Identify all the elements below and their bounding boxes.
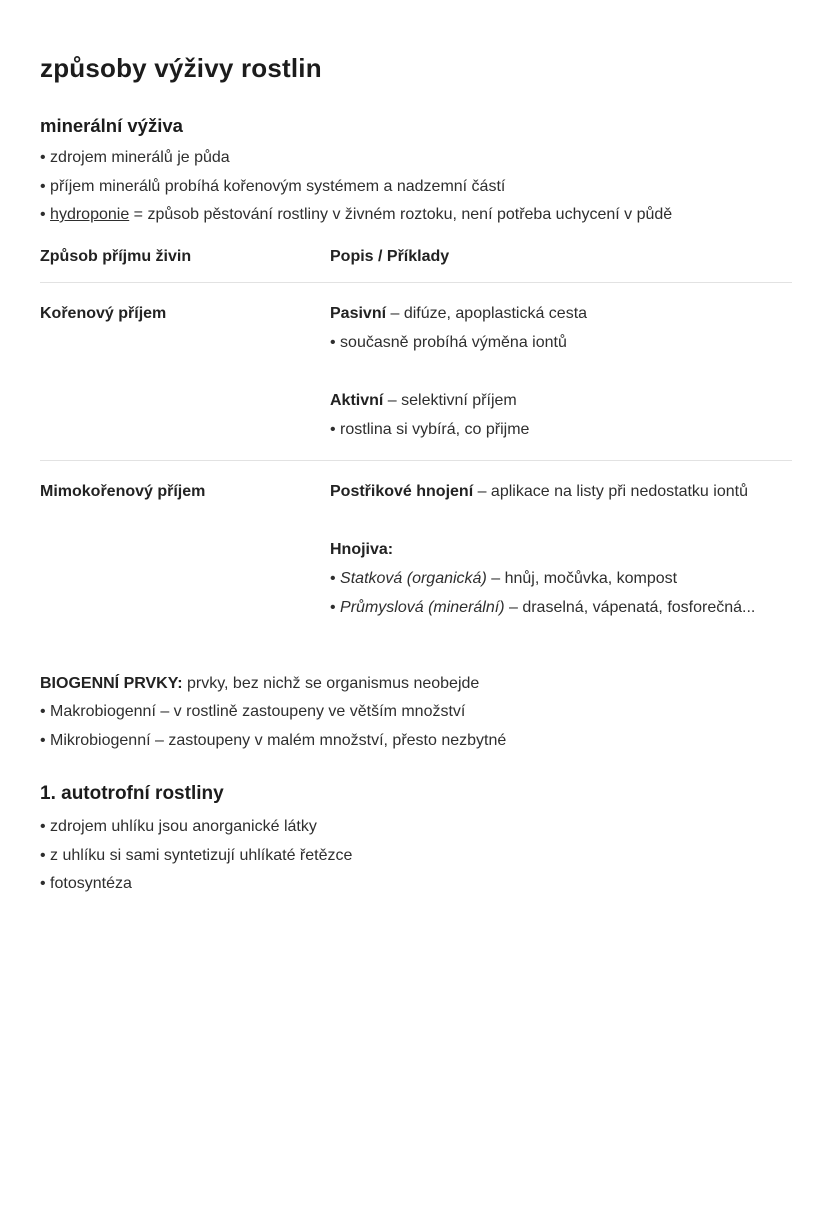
fertilizers-heading: Hnojiva: [330,540,394,558]
passive-intake-line: Pasivní – difúze, apoplastická cesta [330,304,588,322]
industrial-term: Průmyslová (minerální) [340,598,505,616]
biogenic-term: BIOGENNÍ PRVKY: [40,674,183,692]
fertilizer-type-industrial: • Průmyslová (minerální) – draselná, vápenatá, fosforečná... [330,593,792,622]
active-detail-bullet: • rostlina si vybírá, co přijme [330,415,792,444]
list-item: • zdrojem uhlíku jsou anorganické látky [40,813,792,842]
table-header-method: Způsob příjmu živin [40,247,192,265]
list-item [40,201,792,230]
table-row [40,283,792,444]
fertilizer-type-organic: • Statková (organická) – hnůj, močůvka, kompost [330,564,792,593]
passive-term: Pasivní [330,304,387,322]
hydroponics-term: hydroponie [50,206,130,223]
list-item: • zdrojem minerálů je půda [40,144,792,173]
document-page [0,52,828,1222]
row-label-foliar-intake: Mimokořenový příjem [40,482,206,500]
autotrophic-bullet-list [40,813,792,899]
passive-detail-bullet: • současně probíhá výměna iontů [330,328,792,357]
page-title: způsoby výživy rostlin [40,53,322,83]
table-header-row [40,246,792,268]
mineral-section-heading: minerální výživa [40,115,183,136]
hydroponics-definition: = způsob pěstování rostliny v živném roztoku, není potřeba uchycení v půdě [129,206,673,223]
spacer [40,444,792,460]
biogenic-bullet-list [40,698,792,755]
spacer [330,357,792,386]
list-item: • fotosyntéza [40,870,792,899]
row-label-root-intake: Kořenový příjem [40,304,167,322]
spray-fertilizing-line: Postřikové hnojení – aplikace na listy při nedostatku iontů [330,482,748,500]
list-item: • příjem minerálů probíhá kořenovým systémem a nadzemní částí [40,173,792,202]
list-item: • z uhlíku si sami syntetizují uhlíkaté řetězce [40,842,792,871]
organic-term: Statková (organická) [340,569,487,587]
active-term: Aktivní [330,391,384,409]
table-header-description: Popis / Příklady [330,247,450,265]
autotrophic-section-heading: 1. autotrofní rostliny [40,783,224,804]
biogenic-lead: BIOGENNÍ PRVKY: prvky, bez nichž se organismus neobejde [40,674,480,692]
list-item: • Makrobiogenní – v rostlině zastoupeny ve větším množství [40,698,792,727]
nutrient-intake-table [40,246,792,622]
mineral-bullet-list [40,144,792,230]
table-row [40,461,792,622]
spray-term: Postřikové hnojení [330,482,474,500]
spacer [330,506,792,535]
biogenic-elements-section [40,670,792,756]
active-intake-line: Aktivní – selektivní příjem [330,391,517,409]
list-item: • Mikrobiogenní – zastoupeny v malém množství, přesto nezbytné [40,727,792,756]
